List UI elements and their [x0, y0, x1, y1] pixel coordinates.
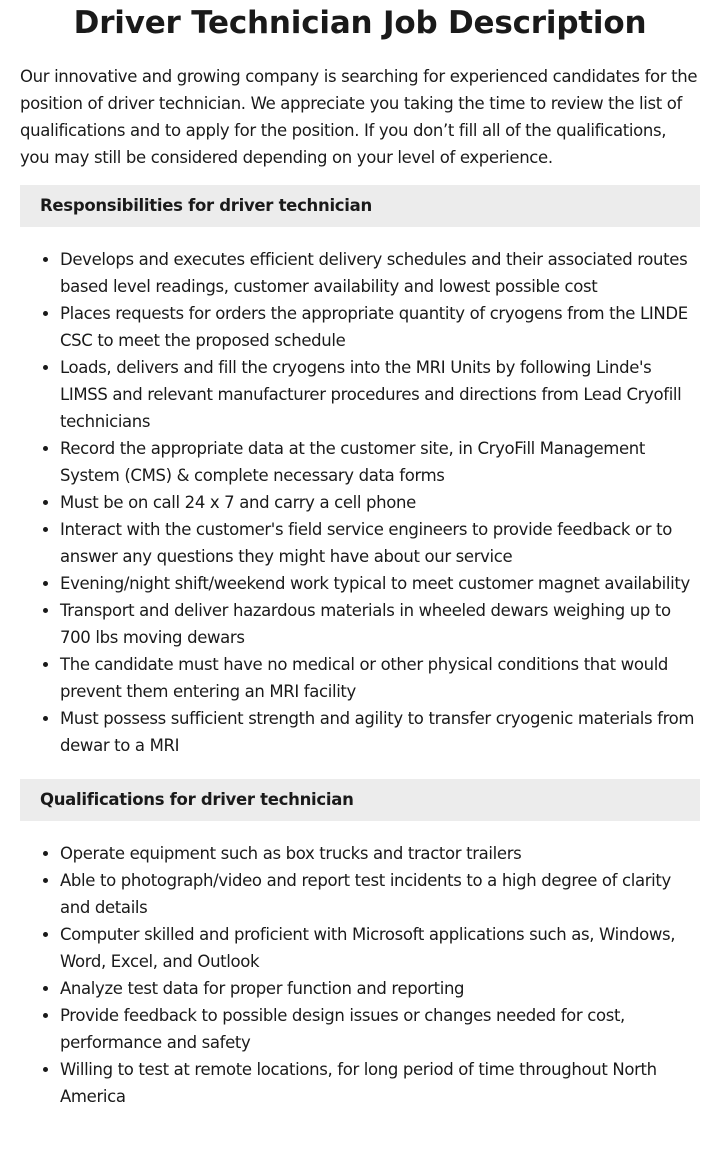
intro-paragraph: Our innovative and growing company is searching for experienced candidates for the position of driver technician. We appreciate you taking the time to review the list of qualifications and to apply for the position. If you don’t fill all of the qualifications, you may still be considered depending on your level of experience.	[20, 67, 698, 167]
responsibility-item: • Places requests for orders the appropriate quantity of cryogens from the LINDE CSC to meet the proposed schedule	[60, 300, 700, 354]
responsibility-item: • Interact with the customer's field service engineers to provide feedback or to answer any questions they might have about our service	[60, 516, 700, 570]
responsibility-item: • Loads, delivers and fill the cryogens into the MRI Units by following Linde's LIMSS and relevant manufacturer procedures and directions from Lead Cryofill technicians	[60, 354, 700, 435]
qualification-item: • Able to photograph/video and report test incidents to a high degree of clarity and details	[60, 867, 700, 921]
responsibility-item: • Evening/night shift/weekend work typical to meet customer magnet availability	[60, 570, 700, 597]
responsibilities-heading: Responsibilities for driver technician	[20, 185, 700, 227]
qualifications-heading: Qualifications for driver technician	[20, 779, 700, 821]
qualification-item: • Operate equipment such as box trucks and tractor trailers	[60, 840, 700, 867]
responsibilities-list	[20, 246, 700, 759]
qualifications-list	[20, 840, 700, 1110]
qualification-item: • Willing to test at remote locations, for long period of time throughout North America	[60, 1056, 700, 1110]
qualification-item: • Analyze test data for proper function and reporting	[60, 975, 700, 1002]
responsibility-item: • Must possess sufficient strength and agility to transfer cryogenic materials from dewar to a MRI	[60, 705, 700, 759]
responsibility-item: • Record the appropriate data at the customer site, in CryoFill Management System (CMS) & complete necessary data forms	[60, 435, 700, 489]
responsibility-item: • The candidate must have no medical or other physical conditions that would prevent them entering an MRI facility	[60, 651, 700, 705]
qualification-item: • Computer skilled and proficient with Microsoft applications such as, Windows, Word, Excel, and Outlook	[60, 921, 700, 975]
responsibility-item: • Transport and deliver hazardous materials in wheeled dewars weighing up to 700 lbs moving dewars	[60, 597, 700, 651]
responsibility-item: • Must be on call 24 x 7 and carry a cell phone	[60, 489, 700, 516]
page-title: Driver Technician Job Description	[73, 5, 647, 41]
responsibility-item: • Develops and executes efficient delivery schedules and their associated routes based level readings, customer availability and lowest possible cost	[60, 246, 700, 300]
qualification-item: • Provide feedback to possible design issues or changes needed for cost, performance and safety	[60, 1002, 700, 1056]
